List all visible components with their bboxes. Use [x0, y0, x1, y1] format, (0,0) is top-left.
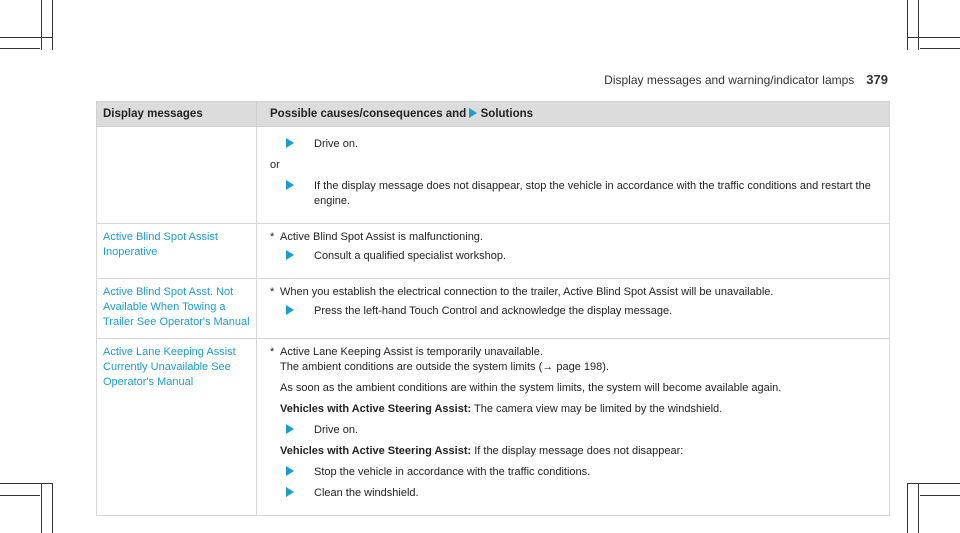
- or-text: or: [270, 159, 280, 171]
- table-row: [97, 224, 890, 279]
- crop-mark: [0, 37, 52, 38]
- solution-step: Clean the windshield.: [270, 486, 883, 501]
- solution-step: Drive on.: [270, 423, 883, 438]
- solution-cell: [257, 279, 890, 339]
- play-arrow-icon: [286, 487, 294, 497]
- crop-mark: [920, 48, 960, 49]
- solution-cell: [257, 339, 890, 516]
- table-row: [97, 127, 890, 224]
- vehicle-note: Vehicles with Active Steering Assist: The camera view may be limited by the windshield.: [280, 403, 723, 415]
- crop-mark: [52, 0, 53, 50]
- play-arrow-icon: [469, 108, 477, 118]
- vehicle-note: Vehicles with Active Steering Assist: If the display message does not disappear:: [280, 445, 684, 457]
- col-header-messages: Display messages: [97, 102, 257, 127]
- play-arrow-icon: [286, 466, 294, 476]
- crop-mark: [908, 37, 960, 38]
- crop-mark: [52, 483, 53, 533]
- display-message-text: Active Blind Spot Assist Inoperative: [97, 224, 257, 279]
- table-header-row: [97, 102, 890, 127]
- asterisk-bullet: *: [270, 231, 275, 243]
- table-row: [97, 279, 890, 339]
- message-cell: [97, 127, 257, 224]
- solution-step: If the display message does not disappear, stop the vehicle in accordance with the traffic conditions and restart the engine.: [270, 179, 883, 209]
- crop-mark: [41, 483, 42, 533]
- info-text: The ambient conditions are outside the system limits (→ page 198).: [280, 361, 609, 373]
- solution-cell: [257, 224, 890, 279]
- display-message-text: Active Lane Keeping Assist Currently Unavailable See Operator's Manual: [97, 339, 257, 516]
- crop-mark: [0, 495, 40, 496]
- asterisk-bullet: *: [270, 346, 275, 358]
- table-row: [97, 339, 890, 516]
- info-text: As soon as the ambient conditions are within the system limits, the system will become available again.: [280, 382, 782, 394]
- play-arrow-icon: [286, 305, 294, 315]
- play-arrow-icon: [286, 138, 294, 148]
- crop-mark: [0, 483, 52, 484]
- display-messages-table: [96, 101, 890, 516]
- crop-mark: [41, 0, 42, 50]
- play-arrow-icon: [286, 424, 294, 434]
- section-title: Display messages and warning/indicator lamps: [604, 73, 855, 87]
- page-number: 379: [866, 72, 888, 87]
- solution-cell: [257, 127, 890, 224]
- display-message-text: Active Blind Spot Asst. Not Available When Towing a Trailer See Operator's Manual: [97, 279, 257, 339]
- play-arrow-icon: [286, 180, 294, 190]
- crop-mark: [918, 0, 919, 50]
- crop-mark: [920, 495, 960, 496]
- solution-step: Consult a qualified specialist workshop.: [270, 249, 883, 264]
- asterisk-bullet: *: [270, 286, 275, 298]
- col-header-solutions: Possible causes/consequences and Solutions: [257, 102, 890, 127]
- running-head: [604, 72, 888, 87]
- solution-step: Press the left-hand Touch Control and acknowledge the display message.: [270, 304, 883, 319]
- crop-mark: [907, 483, 908, 533]
- solution-step: Stop the vehicle in accordance with the traffic conditions.: [270, 465, 883, 480]
- cause-item: * Active Lane Keeping Assist is temporarily unavailable.: [270, 346, 543, 358]
- crop-mark: [908, 483, 960, 484]
- crop-mark: [907, 0, 908, 50]
- cause-item: * Active Blind Spot Assist is malfunctioning.: [270, 231, 483, 243]
- crop-mark: [0, 48, 40, 49]
- play-arrow-icon: [286, 250, 294, 260]
- solution-step: Drive on.: [270, 137, 883, 152]
- crop-mark: [918, 483, 919, 533]
- cause-item: * When you establish the electrical connection to the trailer, Active Blind Spot Assist will be unavailable.: [270, 286, 774, 298]
